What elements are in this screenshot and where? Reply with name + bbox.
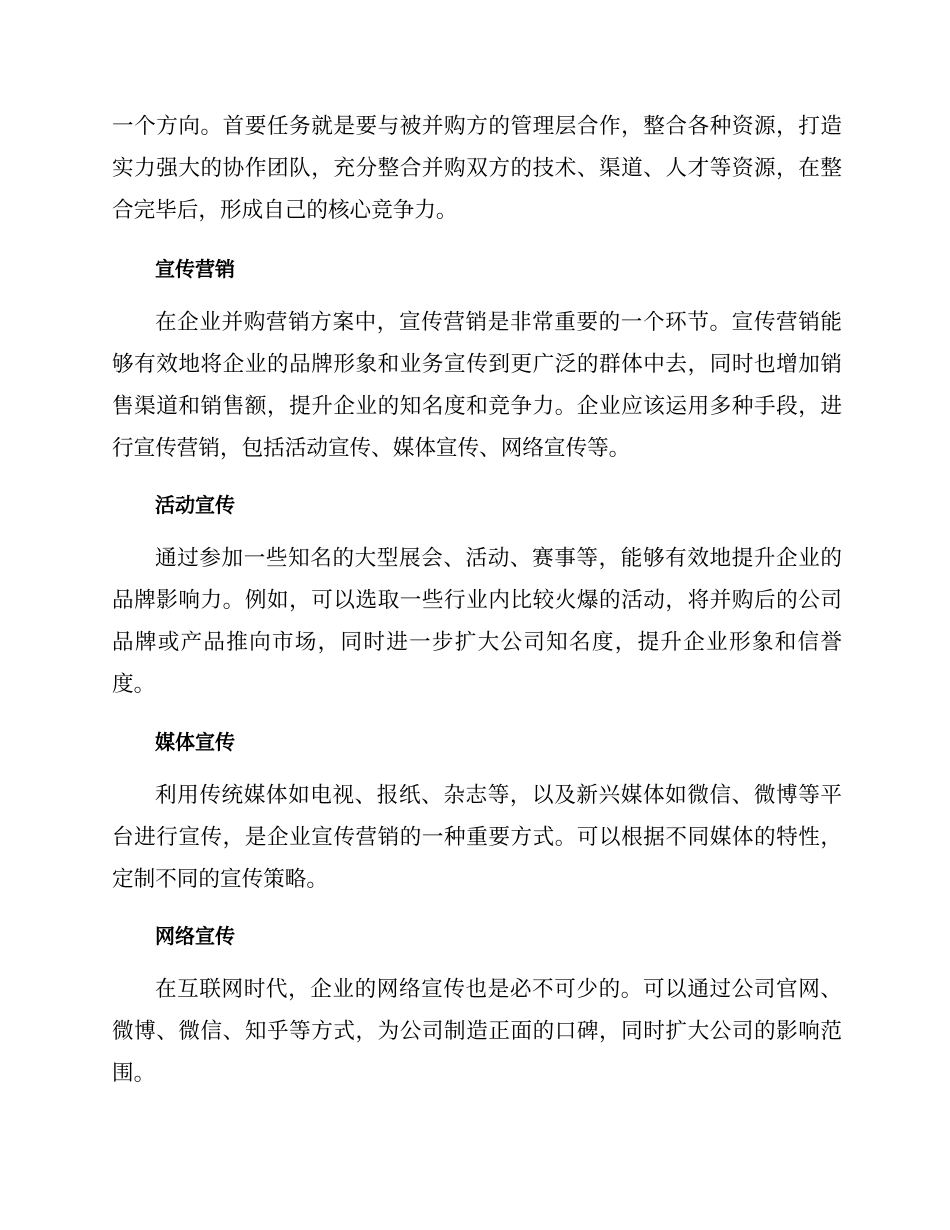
paragraph-line: 够有效地将企业的品牌形象和业务宣传到更广泛的群体中去，同时也增加销 — [112, 352, 842, 377]
paragraph-line: 行宣传营销，包括活动宣传、媒体宣传、网络宣传等。 — [112, 436, 631, 461]
paragraph-line: 品牌影响力。例如，可以选取一些行业内比较火爆的活动，将并购后的公司 — [112, 588, 842, 613]
paragraph-line: 在互联网时代，企业的网络宣传也是必不可少的。可以通过公司官网、 — [155, 977, 842, 1002]
paragraph-line: 实力强大的协作团队，充分整合并购双方的技术、渠道、人才等资源，在整 — [112, 156, 842, 181]
paragraph-line: 台进行宣传，是企业宣传营销的一种重要方式。可以根据不同媒体的特性， — [112, 825, 842, 850]
paragraph-line: 售渠道和销售额，提升企业的知名度和竞争力。企业应该运用多种手段，进 — [112, 394, 842, 419]
paragraph-line: 在企业并购营销方案中，宣传营销是非常重要的一个环节。宣传营销能 — [155, 310, 842, 335]
paragraph-line: 围。 — [112, 1061, 156, 1086]
section-heading: 宣传营销 — [155, 257, 235, 281]
paragraph-line: 微博、微信、知乎等方式，为公司制造正面的口碑，同时扩大公司的影响范 — [112, 1019, 842, 1044]
paragraph-line: 合完毕后，形成自己的核心竞争力。 — [112, 198, 458, 223]
paragraph-line: 利用传统媒体如电视、报纸、杂志等，以及新兴媒体如微信、微博等平 — [155, 783, 842, 808]
section-heading: 媒体宣传 — [155, 730, 235, 754]
paragraph-line: 度。 — [112, 672, 156, 697]
paragraph-line: 定制不同的宣传策略。 — [112, 867, 328, 892]
section-heading: 活动宣传 — [155, 493, 235, 517]
paragraph-line: 品牌或产品推向市场，同时进一步扩大公司知名度，提升企业形象和信誉 — [112, 630, 842, 655]
paragraph-line: 通过参加一些知名的大型展会、活动、赛事等，能够有效地提升企业的 — [155, 546, 842, 571]
paragraph-line: 一个方向。首要任务就是要与被并购方的管理层合作，整合各种资源，打造 — [112, 114, 842, 139]
section-heading: 网络宣传 — [155, 924, 235, 948]
